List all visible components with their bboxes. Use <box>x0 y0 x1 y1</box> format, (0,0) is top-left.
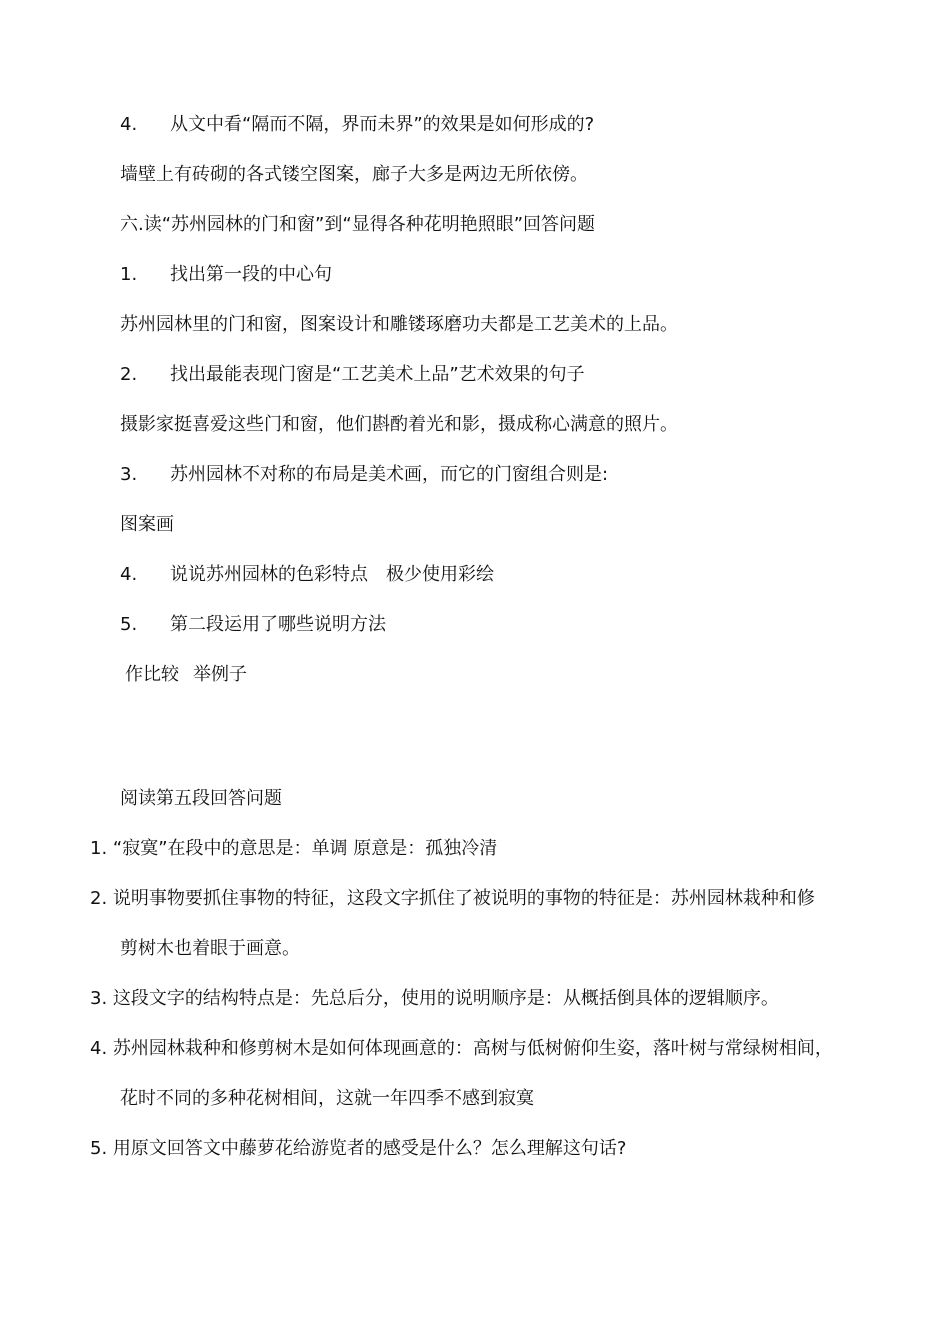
question-text: 找出最能表现门窗是“工艺美术上品”艺术效果的句子 <box>170 364 585 385</box>
item-1-loneliness: 1. “寂寞”在段中的意思是：单调 原意是：孤独冷清 <box>90 838 498 859</box>
question-number: 1. <box>120 264 138 285</box>
question-text: 第二段运用了哪些说明方法 <box>170 614 386 635</box>
question-number: 4. <box>120 564 138 585</box>
question-number: 5. <box>120 614 138 635</box>
item-3-structure: 3. 这段文字的结构特点是：先总后分，使用的说明顺序是：从概括倒具体的逻辑顺序。 <box>90 988 779 1009</box>
answer-4-color: 极少使用彩绘 <box>386 564 494 585</box>
section-five-heading: 阅读第五段回答问题 <box>120 788 282 809</box>
question-text: 找出第一段的中心句 <box>170 264 332 285</box>
question-5-methods <box>120 612 386 638</box>
answer-1-center-sentence: 苏州园林里的门和窗，图案设计和雕镂琢磨功夫都是工艺美术的上品。 <box>120 314 678 335</box>
question-number: 2. <box>120 364 138 385</box>
answer-4-hedge: 墙壁上有砖砌的各式镂空图案，廊子大多是两边无所依傍。 <box>120 164 588 185</box>
method-comparison: 作比较 <box>125 664 179 685</box>
item-2-feature-line2: 剪树木也着眼于画意。 <box>120 938 300 959</box>
section-six-heading: 六.读“苏州园林的门和窗”到“显得各种花明艳照眼”回答问题 <box>120 214 596 235</box>
question-4-color <box>120 562 494 588</box>
question-text: 说说苏州园林的色彩特点 <box>170 564 368 585</box>
item-5-wisteria: 5. 用原文回答文中藤萝花给游览者的感受是什么？怎么理解这句话? <box>90 1138 627 1159</box>
item-2-feature-line1: 2. 说明事物要抓住事物的特征，这段文字抓住了被说明的事物的特征是：苏州园林栽种和修 <box>90 888 815 909</box>
item-4-painting-line2: 花时不同的多种花树相间，这就一年四季不感到寂寞 <box>120 1088 534 1109</box>
question-1-center-sentence <box>120 262 332 288</box>
method-example: 举例子 <box>193 664 247 685</box>
question-4-hedge <box>120 112 594 138</box>
question-text: 苏州园林不对称的布局是美术画，而它的门窗组合则是: <box>170 464 609 485</box>
question-number: 4. <box>120 114 138 135</box>
item-4-painting-line1: 4. 苏州园林栽种和修剪树木是如何体现画意的：高树与低树俯仰生姿，落叶树与常绿树相间， <box>90 1038 833 1059</box>
question-3-window-pattern <box>120 462 608 488</box>
question-2-art-sentence <box>120 362 585 388</box>
question-text: 从文中看“隔而不隔，界而未界”的效果是如何形成的? <box>170 114 595 135</box>
answer-3-window-pattern: 图案画 <box>120 514 174 535</box>
answer-2-art-sentence: 摄影家挺喜爱这些门和窗，他们斟酌着光和影，摄成称心满意的照片。 <box>120 414 678 435</box>
question-number: 3. <box>120 464 138 485</box>
answer-5-methods <box>125 662 247 688</box>
